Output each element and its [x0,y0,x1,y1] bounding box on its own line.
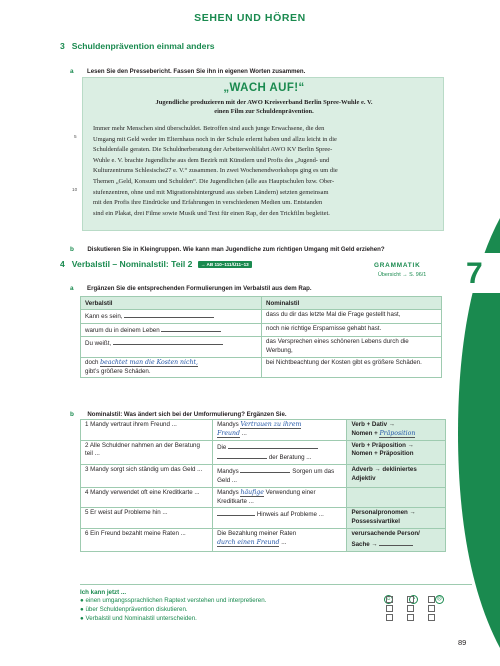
handwritten-answer[interactable]: Präposition [379,429,416,437]
press-line: Umgang mit Geld weder im Elternhaus noch in der Schule erlernt haben und allzu leicht in die [93,135,337,143]
grammar-text: Adverb → dekliniertes [351,466,417,474]
checkbox[interactable] [386,614,393,621]
cell-text: Die Bezahlung meiner Raten [217,530,297,538]
checkbox[interactable] [407,605,414,612]
table-cell: 2 Alle Schuldner nahmen an der Beratung teil ... [81,440,213,465]
press-line: mit den Profis ihre Eindrücke und Erfahrungen in verschiedenen Medien um. Entstanden [93,199,323,207]
task-instruction: Ergänzen Sie die entsprechenden Formulierungen im Verbalstil aus dem Rap. [87,285,312,292]
table-cell: 4 Mandy verwendet oft eine Kreditkarte ... [81,487,213,508]
can-do-title: Ich kann jetzt ... [80,589,127,596]
table-cell[interactable] [81,323,262,337]
checkbox[interactable] [428,614,435,621]
task-letter: a [70,285,74,292]
table-row [81,487,446,508]
cell-text: Mandys [217,468,239,476]
exercise-number: 4 [60,259,65,269]
grammar-cell [347,420,446,441]
section-title: SEHEN UND HÖREN [194,12,306,24]
grammar-reference[interactable]: Übersicht → S. 96/1 [378,272,427,278]
table-cell: 3 Mandy sorgt sich ständig um das Geld ... [81,465,213,488]
checkbox[interactable] [386,596,393,603]
exercise-title: Schuldenprävention einmal anders [71,41,215,51]
table-row [81,440,446,465]
grammar-text: Sache → [351,541,378,549]
grammar-text: verursachende Person/ [351,530,420,538]
table-cell: das Versprechen eines schöneren Lebens durch die Werbung, [262,337,442,358]
grammar-cell [347,529,446,552]
exercise-3b [70,238,385,256]
transformation-table [80,419,446,552]
table-cell[interactable] [213,487,347,508]
workbook-link[interactable]: → AB 110–111/Ü11–13 [198,261,252,268]
table-cell: 5 Er weist auf Probleme hin ... [81,508,213,529]
happy-face-icon: ☺ [385,596,392,602]
table-cell: 6 Ein Freund bezahlt meine Raten ... [81,529,213,552]
cell-text: ... [281,539,287,547]
verbal-nominal-table [80,296,442,378]
answer-blank[interactable] [240,466,290,473]
column-header: Nominalstil [262,297,442,310]
table-row [81,508,446,529]
answer-blank[interactable] [217,509,255,516]
table-row [81,465,446,488]
grammar-text: Possessivartikel [351,518,400,526]
press-line: Immer mehr Menschen sind überschuldet. Betroffen sind auch junge Erwachsene, die den [93,125,325,132]
handwritten-answer[interactable]: beachtet man die Kosten nicht, [100,359,198,367]
table-cell[interactable] [213,420,347,441]
grammar-label: GRAMMATIK [374,262,421,269]
press-line: sind ein Plakat, drei Filme sowie Musik und Text für einen Rap, der den Trickfilm begleitet. [93,209,330,217]
cell-text: Mandys [217,488,239,496]
table-cell[interactable] [81,358,262,378]
answer-blank[interactable] [228,442,318,449]
grammar-text: Adjektiv [351,474,376,482]
can-do-item: ● einen umgangssprachlichen Raptext verstehen und interpretieren. [80,596,472,605]
cell-text: doch [85,359,99,367]
answer-blank[interactable] [161,325,221,332]
press-subtitle-line-1: Jugendliche produzieren mit der AWO Kreisverband Berlin Spree-Wuhle e. V. [155,99,373,106]
table-cell[interactable] [213,508,347,529]
task-instruction: Diskutieren Sie in Kleingruppen. Wie kann man Jugendliche zum richtigen Umgang mit Geld erziehen? [87,246,385,253]
task-letter: b [70,411,74,418]
press-line: Schuldenfalle geraten. Die Schuldnerberatung der Arbeiterwohlfahrt AWO KV Berlin Spree- [93,146,333,154]
table-cell: 1 Mandy vertraut ihrem Freund ... [81,420,213,441]
press-line: Kulturzentrums Schlesische27 e. V.“ zusammen. In zwei Wochenendworkshops ging es um die [93,167,338,175]
task-letter: b [70,246,74,253]
task-instruction: Lesen Sie den Pressebericht. Fassen Sie ihn in eigenen Worten zusammen. [87,68,306,75]
handwritten-answer[interactable]: durch einen Freund [217,539,280,547]
task-instruction: Nominalstil: Was ändert sich bei der Umformulierung? Ergänzen Sie. [87,411,287,418]
press-subtitle [83,99,445,116]
grammar-text: Nomen + Präposition [351,450,414,458]
table-cell[interactable] [213,465,347,488]
handwritten-answer[interactable]: Freund [217,429,240,437]
answer-blank[interactable] [217,452,267,459]
press-line: Themen „Geld, Konsum und Schulden“. Die Jugendlichen (alle aus Hauptschulen bzw. Ober- [93,177,335,185]
answer-blank[interactable] [124,311,214,318]
grammar-text: Verb + Präposition → [351,441,414,449]
checkbox[interactable] [428,596,435,603]
handwritten-answer[interactable]: häufige [240,488,264,496]
can-do-item: ● Verbalstil und Nominalstil unterscheiden. [80,614,472,623]
cell-text: Du weißt, [85,340,112,348]
cell-text: warum du in deinem Leben [85,326,160,334]
can-do-section [80,584,472,623]
table-cell[interactable] [213,440,347,465]
grammar-text: Personalpronomen → [351,509,416,517]
table-cell: dass du dir das letzte Mal die Frage gestellt hast, [262,310,442,324]
cell-text: Mandys [217,421,239,428]
table-row [81,529,446,552]
column-header: Verbalstil [81,297,262,310]
table-row [81,337,442,358]
answer-blank[interactable] [113,338,223,345]
press-body [93,124,435,219]
can-do-item: ● über Schuldenprävention diskutieren. [80,605,472,614]
cell-text: Die [217,443,227,451]
grammar-cell [347,465,446,488]
cell-text: Verwendung einer Kreditkarte ... [217,488,316,505]
table-cell[interactable] [81,337,262,358]
press-line: stufenzentren, ohne und mit Migrationshintergrund aus sieben Ländern) setzten gemeinsam [93,188,329,196]
table-cell: noch nie richtige Ersparnisse gehabt hast. [262,323,442,337]
handwritten-answer[interactable]: Vertrauen zu ihrem [240,421,302,428]
grammar-cell [347,487,446,508]
sad-face-icon: ☹ [436,596,443,602]
table-row [81,323,442,337]
neutral-face-icon: ◔ [409,595,418,604]
cell-text: Sorgen um das Geld ... [217,468,335,484]
answer-blank[interactable] [379,539,413,546]
chapter-number: 7 [466,257,483,290]
press-subtitle-line-2: einen Film zur Schuldenprävention. [214,107,314,115]
checkbox[interactable] [407,614,414,621]
checkbox[interactable] [386,605,393,612]
exercise-3-heading [60,41,215,51]
exercise-title: Verbalstil – Nominalstil: Teil 2 [71,259,193,269]
task-letter: a [70,68,74,75]
line-number-5: 5 [74,134,77,139]
cell-text: ... [241,429,247,437]
can-do-text: über Schuldenprävention diskutieren. [85,606,188,613]
exercise-number: 3 [60,41,65,51]
page-number: 89 [458,638,467,647]
exercise-3a [70,60,305,78]
cell-text: Hinweis auf Probleme ... [256,511,324,519]
exercise-4-heading [60,259,252,269]
press-line: Wuhle e. V. brachte Jugendliche aus dem Bezirk mit Künstlern und Profis des „Jugend- und [93,156,330,164]
cell-text: der Beratung ... [268,454,312,462]
table-cell[interactable] [81,310,262,324]
table-row [81,358,442,378]
checkbox[interactable] [407,596,414,603]
line-number-10: 10 [72,187,78,192]
checkbox[interactable] [428,605,435,612]
grammar-text: Verb + Dativ → [351,421,395,428]
exercise-4a [70,277,312,295]
grammar-cell [347,508,446,529]
can-do-text: einen umgangssprachlichen Raptext verstehen und interpretieren. [85,597,267,604]
cell-text: gibt’s größere Schäden. [85,367,151,375]
grammar-cell [347,440,446,465]
table-row [81,420,446,441]
press-headline: „WACH AUF!“ [223,82,305,94]
table-row [81,310,442,324]
can-do-text: Verbalstil und Nominalstil unterscheiden. [85,615,197,622]
cell-text: Kann es sein, [85,313,123,320]
grammar-text: Nomen + [351,429,378,437]
press-report-box [82,77,444,231]
table-cell: bei Nichtbeachtung der Kosten gibt es größere Schäden. [262,358,442,378]
table-cell[interactable] [213,529,347,552]
